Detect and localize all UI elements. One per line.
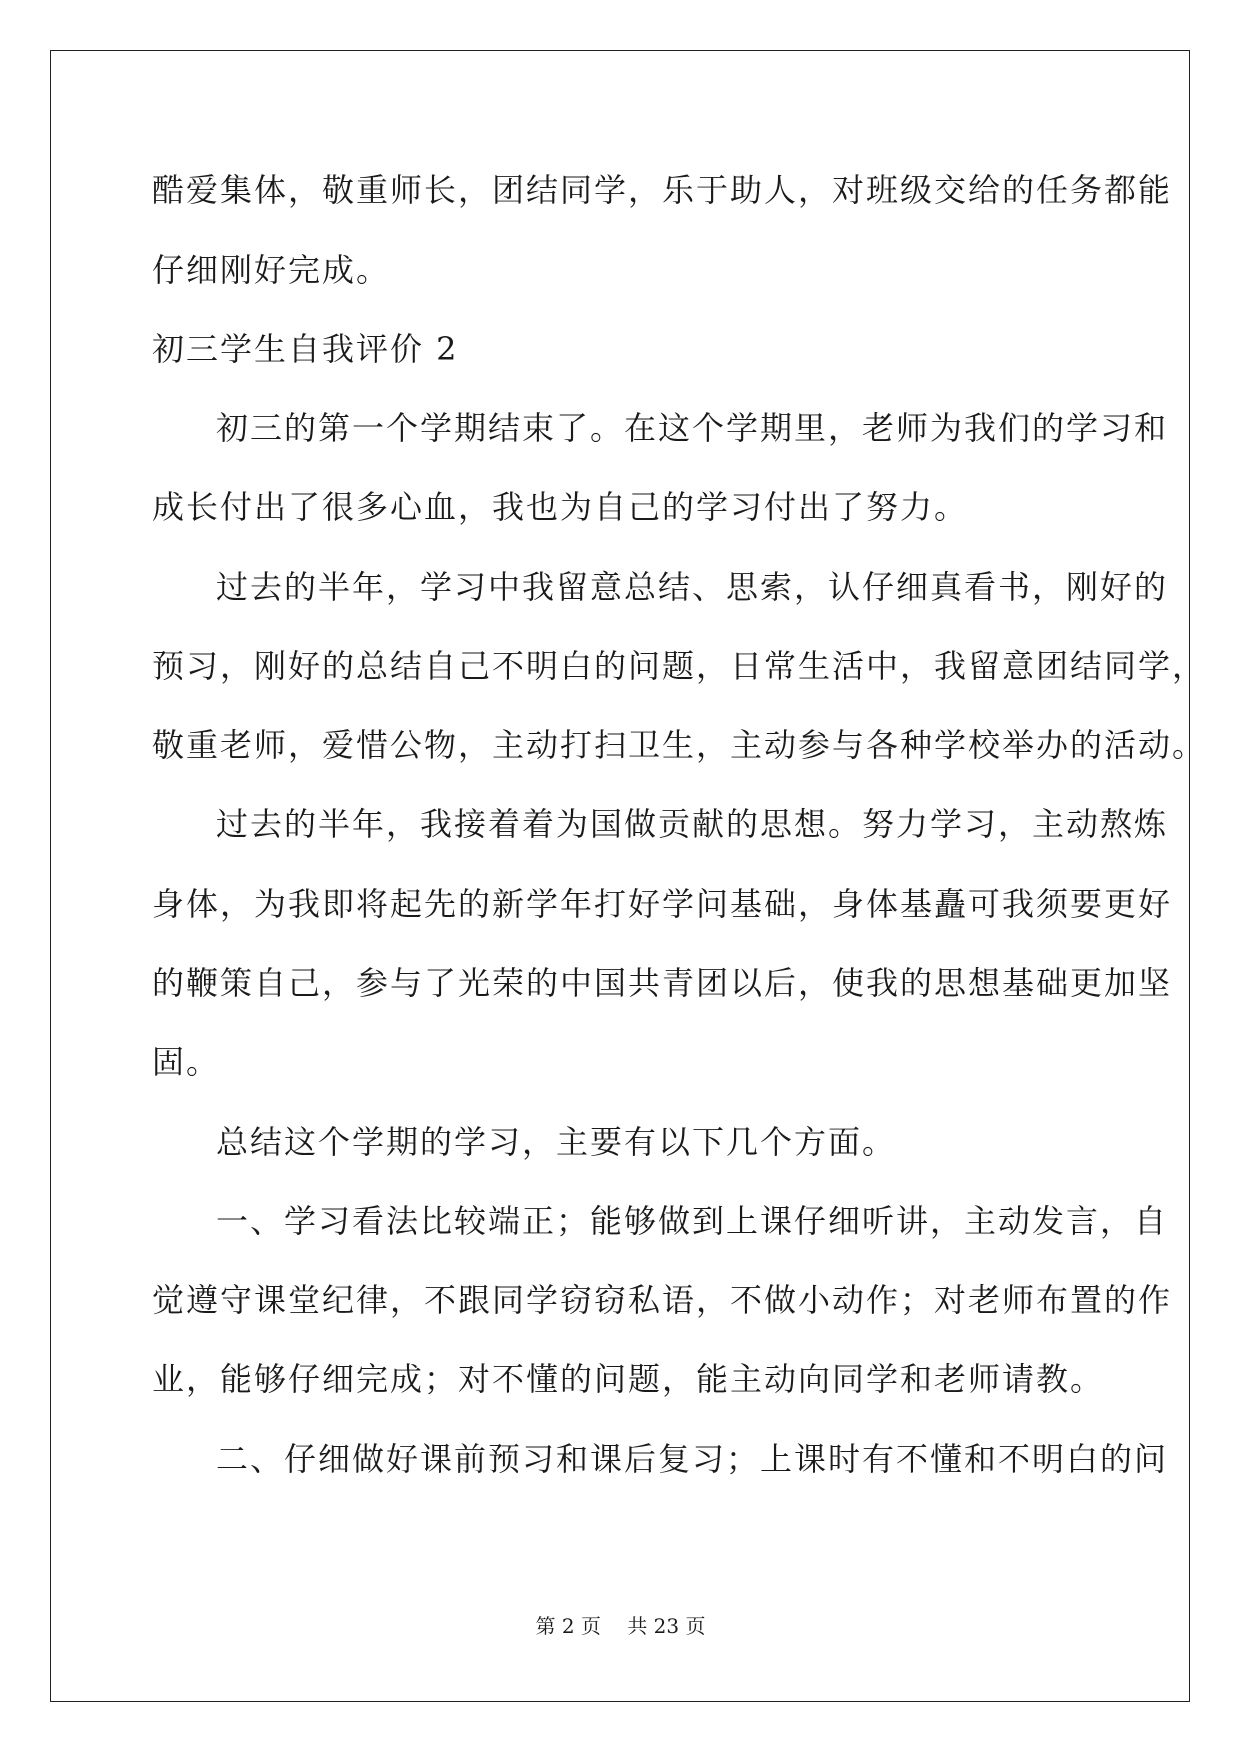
section-heading: 初三学生自我评价 2 (152, 330, 459, 368)
text-line: 业，能够仔细完成；对不懂的问题，能主动向同学和老师请教。 (152, 1360, 1105, 1398)
text-line: 觉遵守课堂纪律，不跟同学窃窃私语，不做小动作；对老师布置的作 (152, 1281, 1173, 1319)
text-line: 固。 (152, 1043, 221, 1081)
page-total: 共 23 页 (627, 1614, 706, 1638)
text-line: 身体，为我即将起先的新学年打好学问基础，身体基矗可我须要更好 (152, 885, 1173, 923)
text-line: 过去的半年，学习中我留意总结、思索，认仔细真看书，刚好的 (216, 568, 1169, 606)
text-line: 成长付出了很多心血，我也为自己的学习付出了努力。 (152, 488, 969, 526)
page-number: 第 2 页 (535, 1614, 601, 1638)
text-line: 酷爱集体，敬重师长，团结同学，乐于助人，对班级交给的任务都能 (152, 171, 1173, 209)
text-line: 的鞭策自己，参与了光荣的中国共青团以后，使我的思想基础更加坚 (152, 964, 1173, 1002)
text-line: 初三的第一个学期结束了。在这个学期里，老师为我们的学习和 (216, 409, 1169, 447)
text-line: 二、仔细做好课前预习和课后复习；上课时有不懂和不明白的问 (216, 1440, 1169, 1478)
page-footer (0, 1614, 1241, 1638)
text-line: 预习，刚好的总结自己不明白的问题，日常生活中，我留意团结同学， (152, 647, 1207, 685)
text-line: 一、学习看法比较端正；能够做到上课仔细听讲，主动发言，自 (216, 1202, 1169, 1240)
text-line: 仔细刚好完成。 (152, 251, 391, 289)
text-line: 总结这个学期的学习，主要有以下几个方面。 (216, 1123, 897, 1161)
text-line: 敬重老师，爱惜公物，主动打扫卫生，主动参与各种学校举办的活动。 (152, 726, 1207, 764)
text-line: 过去的半年，我接着着为国做贡献的思想。努力学习，主动熬炼 (216, 805, 1169, 843)
